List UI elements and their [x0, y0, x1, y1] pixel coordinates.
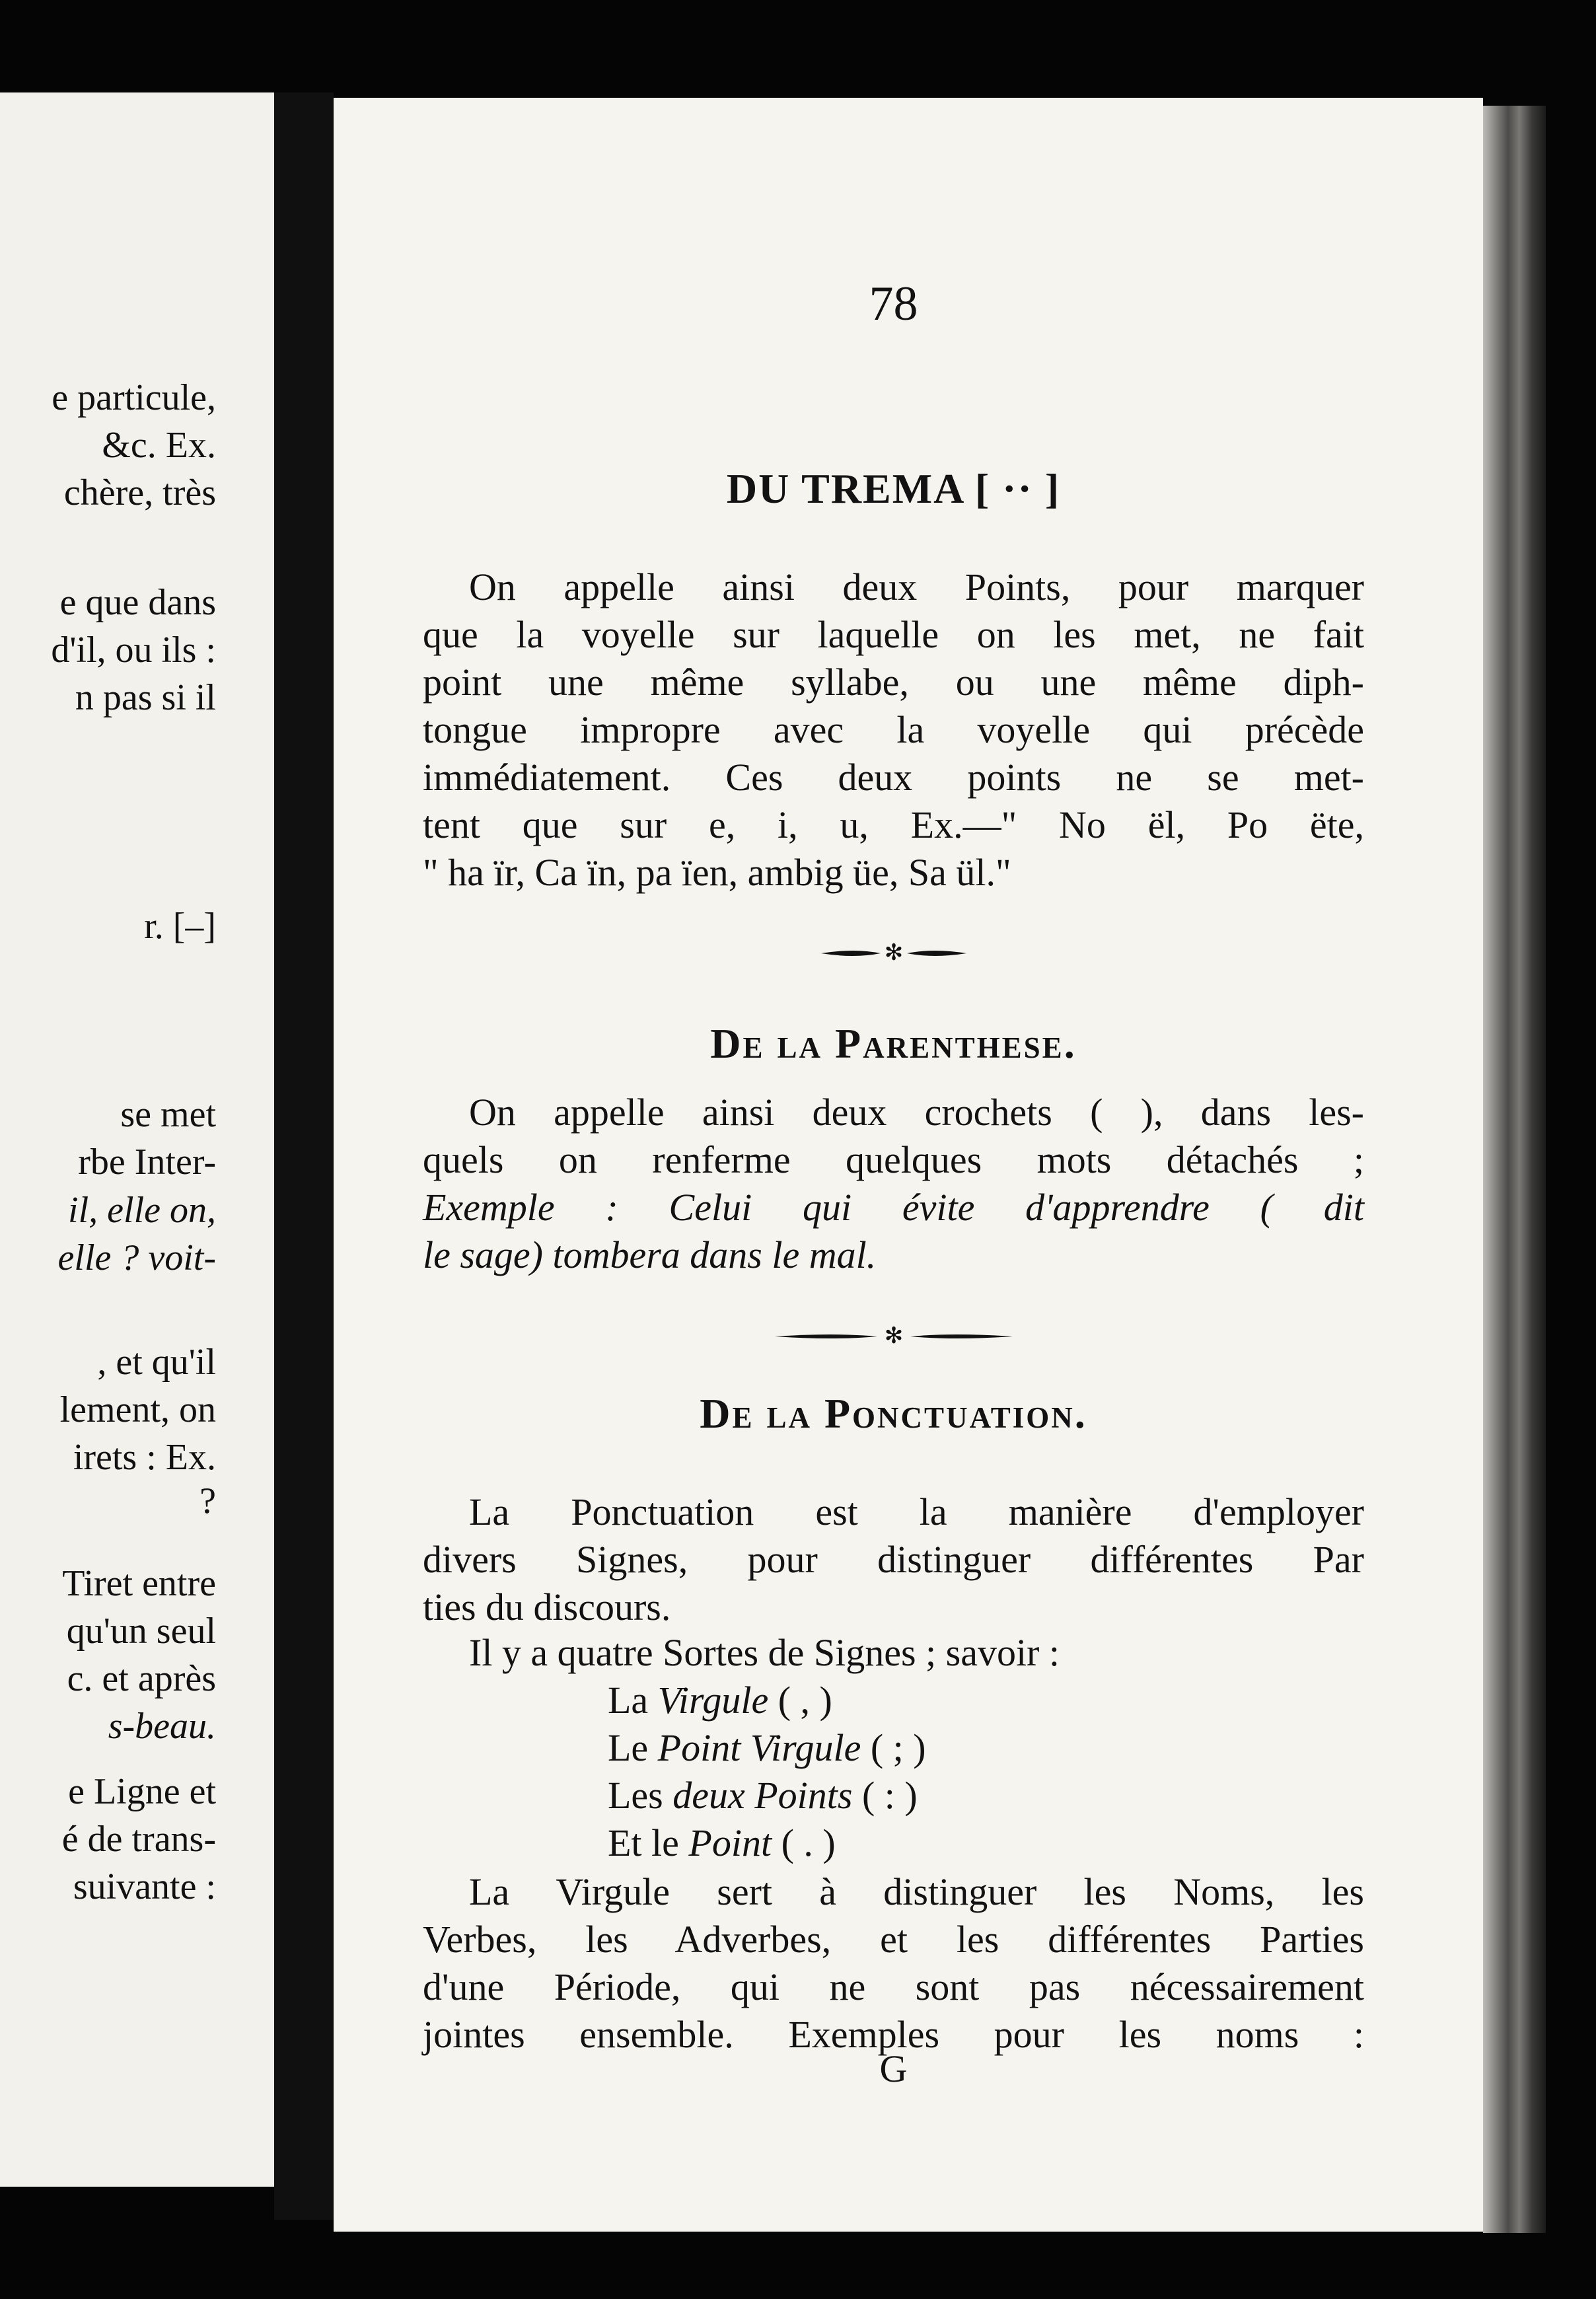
sign-article: Et le: [608, 1821, 679, 1864]
left-page-line: chère, très: [63, 472, 216, 513]
trema-line: point une même syllabe, ou une même diph-: [423, 661, 1364, 704]
left-page-line: &c. Ex.: [102, 425, 216, 466]
trema-line: tent que sur e, i, u, Ex.—" No ël, Po ëte,: [423, 803, 1364, 846]
sign-symbol: ( , ): [778, 1679, 832, 1722]
left-page-line: il, elle on,: [68, 1190, 216, 1231]
left-page-line: e que dans: [59, 582, 216, 623]
svg-text:✻: ✻: [884, 940, 903, 966]
ponctuation-title: De la Ponctuation.: [700, 1390, 1087, 1437]
left-page-line: é de trans-: [61, 1819, 216, 1860]
ponctuation-line: ties du discours.: [423, 1586, 671, 1628]
signs-intro: Il y a quatre Sortes de Signes ; savoir :: [469, 1631, 1060, 1674]
parenthese-paragraph: [423, 1089, 1364, 1279]
trema-title: DU TREMA [ ·· ]: [726, 465, 1061, 512]
parenthese-line: le sage) tombera dans le mal.: [423, 1233, 877, 1276]
left-page-line: d'il, ou ils :: [51, 630, 216, 671]
left-page-line: qu'un seul: [66, 1611, 216, 1652]
trema-paragraph: [423, 564, 1364, 896]
sign-symbol: ( . ): [781, 1821, 836, 1864]
sign-item-point-virgule: [608, 1726, 926, 1770]
sign-symbol: ( ; ): [870, 1726, 926, 1769]
trema-line: tongue impropre avec la voyelle qui précède: [423, 708, 1364, 751]
parenthese-title: De la Parenthese.: [710, 1020, 1077, 1067]
left-page-line: e particule,: [52, 377, 216, 418]
left-page-line: ?: [200, 1480, 216, 1521]
left-page-line: lement, on: [59, 1389, 216, 1430]
sign-name: Point Virgule: [657, 1726, 861, 1769]
ornament-divider: [423, 940, 1364, 967]
sign-article: Les: [608, 1774, 663, 1817]
left-page-line: , et qu'il: [97, 1342, 216, 1383]
ponctuation-line: La Ponctuation est la manière d'employer: [469, 1490, 1364, 1533]
sign-name: Point: [688, 1821, 772, 1864]
left-page-line: suivante :: [73, 1866, 216, 1907]
signature-mark: G: [879, 2047, 908, 2090]
virgule-line: d'une Période, qui ne sont pas nécessairement: [423, 1965, 1364, 2008]
virgule-line: Verbes, les Adverbes, et les différentes Parties: [423, 1918, 1364, 1961]
sign-name: deux Points: [672, 1774, 853, 1817]
left-page-line: Tiret entre: [62, 1563, 216, 1604]
page-number: 78: [869, 277, 918, 331]
sign-item-virgule: [608, 1678, 832, 1722]
ornament-divider: [423, 1323, 1364, 1350]
left-page-line: elle ? voit-: [57, 1237, 216, 1278]
sign-name: Virgule: [657, 1679, 769, 1722]
svg-text:✻: ✻: [884, 1323, 903, 1349]
left-page-line: n pas si il: [75, 677, 216, 718]
ponctuation-line: divers Signes, pour distinguer différentes Par: [423, 1538, 1364, 1581]
left-page: [0, 92, 274, 2187]
page-edges: [1483, 106, 1546, 2233]
virgule-line: La Virgule sert à distinguer les Noms, les: [469, 1870, 1364, 1913]
left-page-line: s-beau.: [108, 1706, 216, 1747]
trema-line: " ha ïr, Ca ïn, pa ïen, ambig üe, Sa ül.": [423, 851, 1011, 894]
parenthese-line: On appelle ainsi deux crochets ( ), dans les-: [469, 1091, 1364, 1134]
sign-article: La: [608, 1679, 649, 1722]
virgule-line: jointes ensemble. Exemples pour les noms :: [423, 2013, 1364, 2056]
sign-article: Le: [608, 1726, 649, 1769]
left-page-line: rbe Inter-: [78, 1142, 216, 1183]
sign-item-deux-points: [608, 1773, 918, 1817]
virgule-paragraph: [423, 1868, 1364, 2059]
book-gutter: [274, 92, 334, 2220]
sign-item-point: [608, 1821, 836, 1865]
left-page-line: r. [–]: [144, 906, 216, 947]
left-page-line: irets : Ex.: [73, 1437, 216, 1478]
left-page-line: se met: [120, 1094, 216, 1135]
parenthese-line: quels on renferme quelques mots détachés ;: [423, 1138, 1364, 1181]
left-page-line: c. et après: [67, 1658, 216, 1699]
sign-symbol: ( : ): [861, 1774, 918, 1817]
trema-line: On appelle ainsi deux Points, pour marquer: [469, 566, 1364, 608]
ponctuation-paragraph: [423, 1488, 1364, 1631]
left-page-line: e Ligne et: [68, 1771, 216, 1812]
right-page: [334, 98, 1483, 2232]
trema-line: que la voyelle sur laquelle on les met, ne fait: [423, 613, 1364, 656]
trema-line: immédiatement. Ces deux points ne se met-: [423, 756, 1364, 799]
parenthese-line: Exemple : Celui qui évite d'apprendre ( dit: [423, 1186, 1364, 1229]
